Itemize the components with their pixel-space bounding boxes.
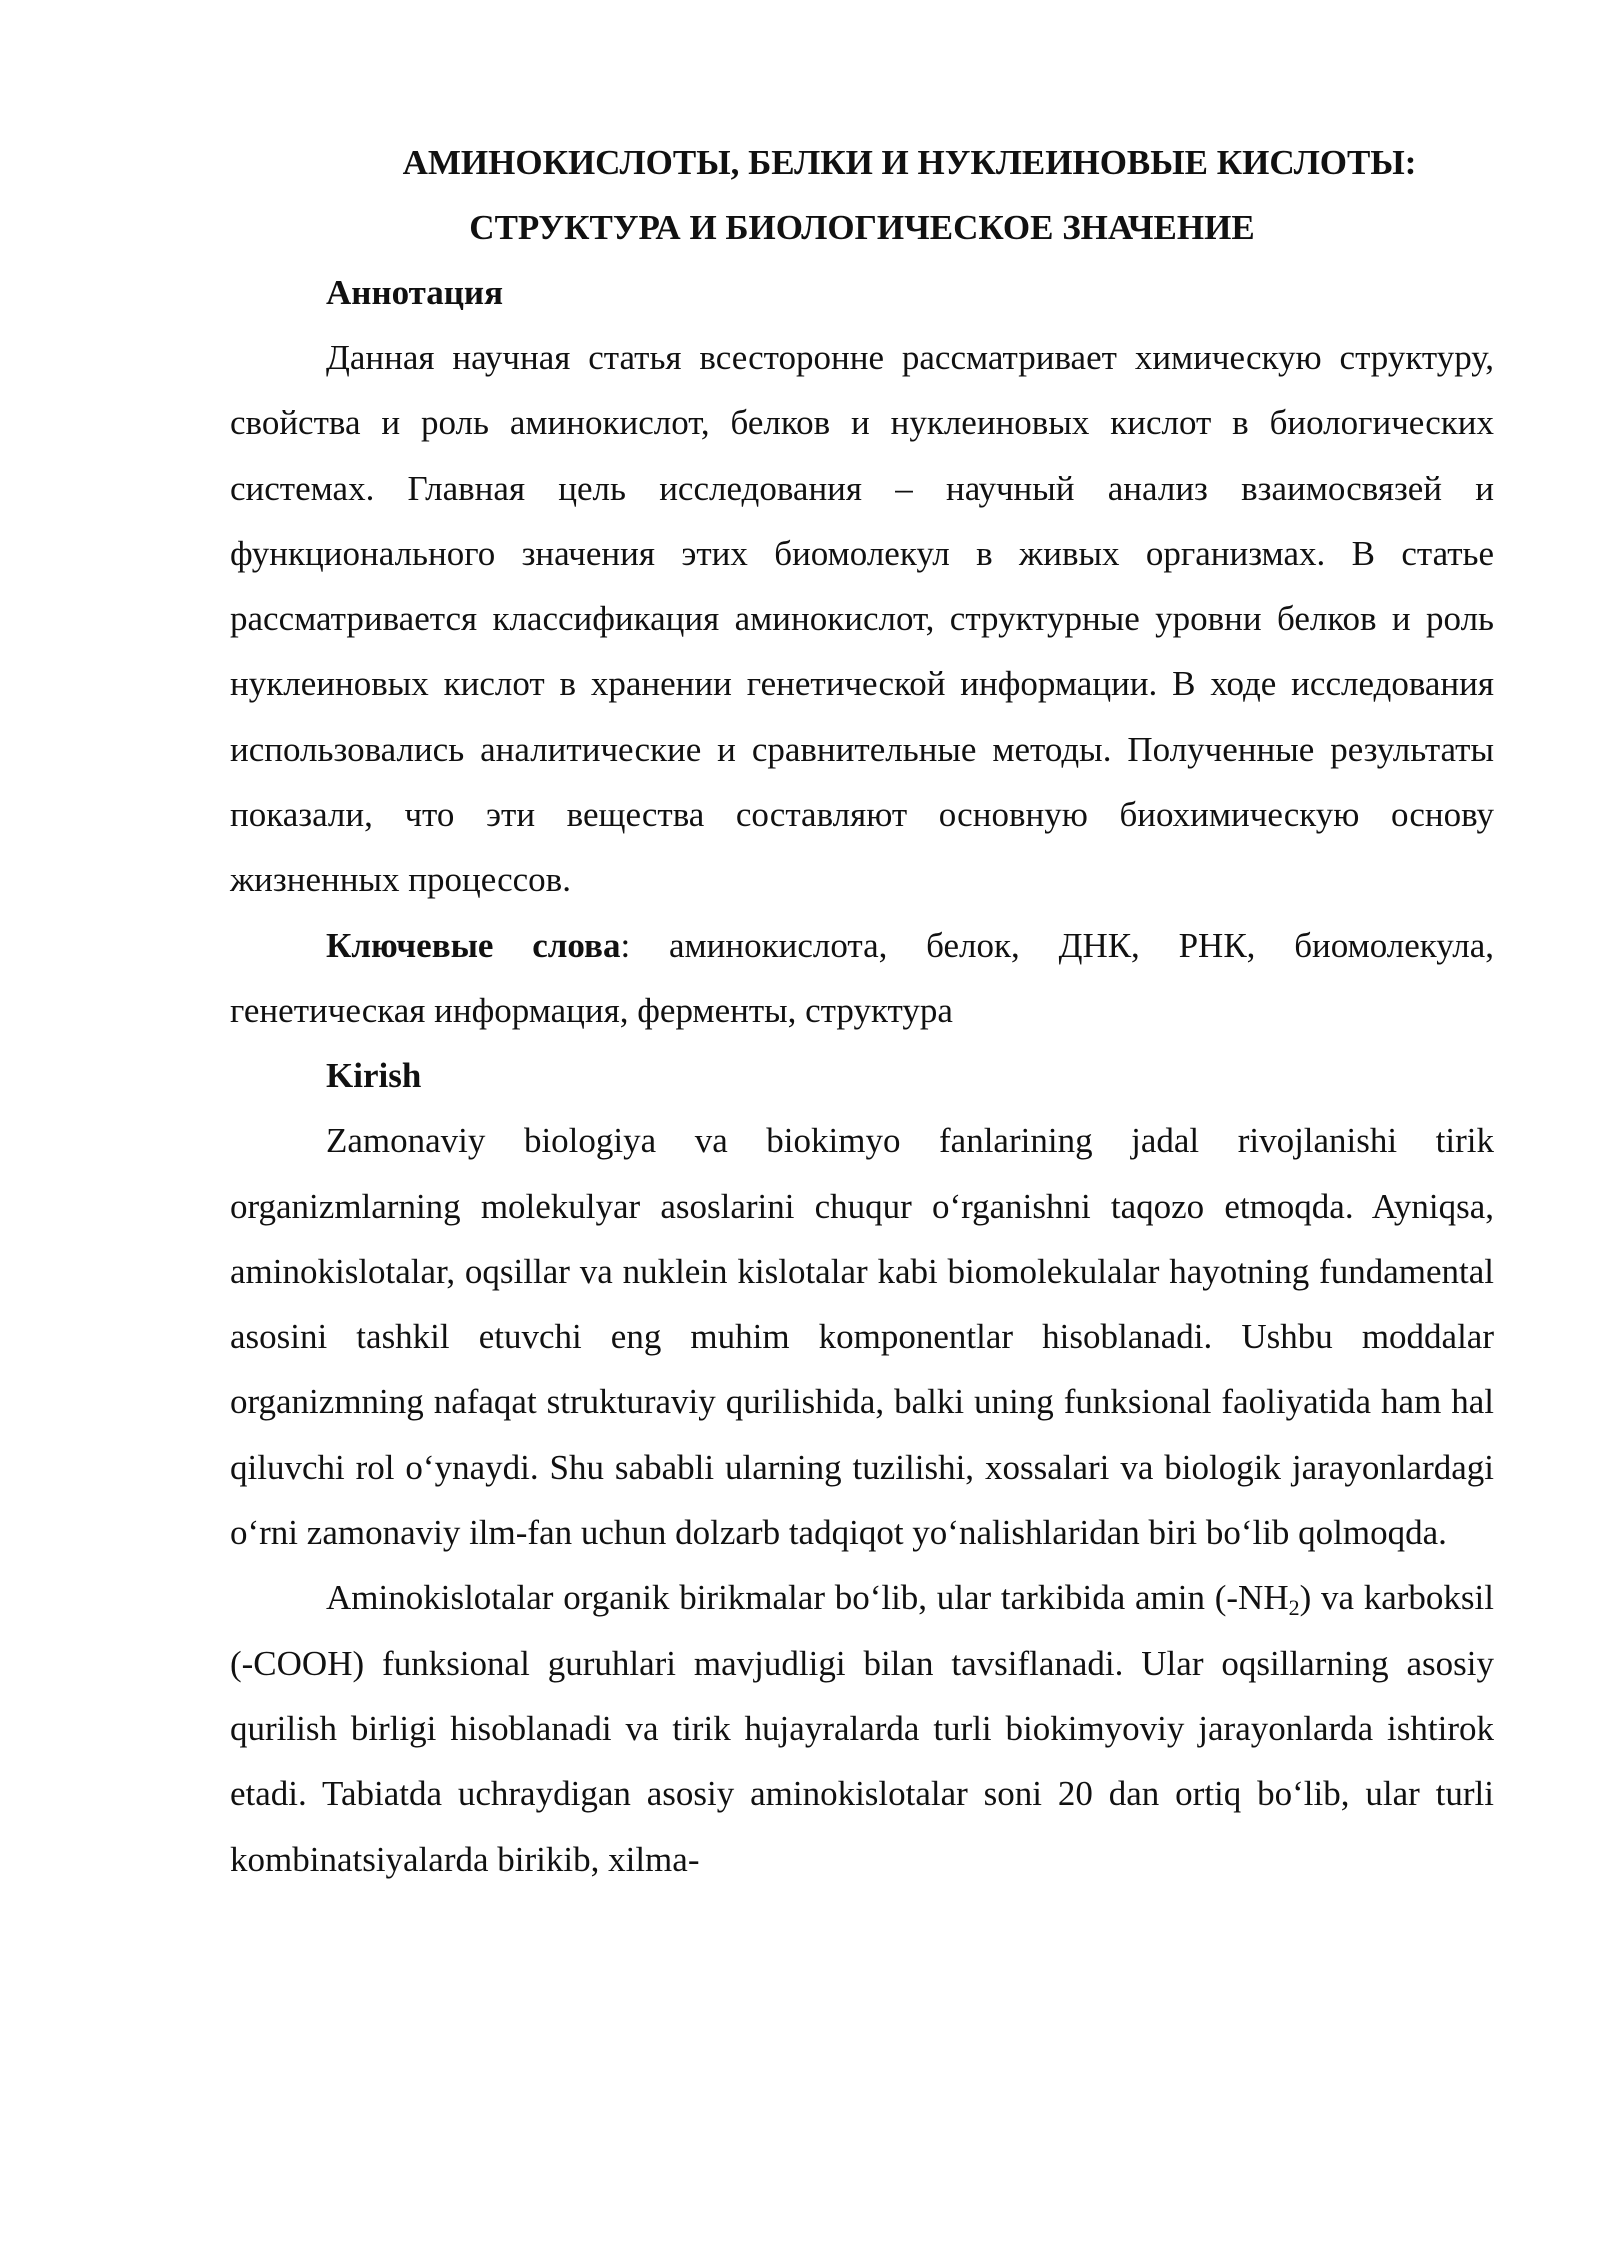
keywords-paragraph bbox=[230, 913, 1494, 1044]
intro-paragraph-2 bbox=[230, 1565, 1494, 1891]
nh2-subscript: 2 bbox=[1288, 1595, 1300, 1621]
intro-paragraph-2-part-1: Aminokislotalar organik birikmalar boʻlib, ular tarkibida amin (-NH bbox=[326, 1578, 1289, 1618]
keywords-separator: : bbox=[620, 925, 631, 965]
intro-heading: Kirish bbox=[326, 1056, 422, 1096]
keywords-label: Ключевые слова bbox=[326, 925, 621, 965]
intro-paragraph-1: Zamonaviy biologiya va biokimyo fanlarining jadal rivojlanishi tirik organizmlarning molekulyar asoslarini chuqur oʻrganishni taqozo etmoqda. Ayniqsa, aminokislotalar, oqsillar va nuklein kislotalar kabi biomolekulalar hayotning fundamental asosini tashkil etuvchi eng muhim komponentlar hisoblanadi. Ushbu moddalar organizmning nafaqat strukturaviy qurilishida, balki uning funksional faoliyatida ham hal qiluvchi rol oʻynaydi. Shu sababli ularning tuzilishi, xossalari va biologik jarayonlardagi oʻrni zamonaviy ilm-fan uchun dolzarb tadqiqot yoʻnalishlaridan biri boʻlib qolmoqda. bbox=[230, 1121, 1494, 1553]
title-line-1: АМИНОКИСЛОТЫ, БЕЛКИ И НУКЛЕИНОВЫЕ КИСЛОТЫ: bbox=[402, 143, 1417, 182]
keywords-text: аминокислота, белок, ДНК, РНК, биомолекула, генетическая информация, ферменты, структура bbox=[230, 925, 1494, 1030]
document-page bbox=[230, 130, 1494, 1892]
abstract-heading: Аннотация bbox=[326, 273, 504, 312]
intro-paragraph-2-part-2: ) va karboksil (-COOH) funksional guruhlari mavjudligi bilan tavsiflanadi. Ular oqsillarning asosiy qurilish birligi hisoblanadi va tirik hujayralarda turli biokimyoviy jarayonlarda ishtirok etadi. Tabiatda uchraydigan asosiy aminokislotalar soni 20 dan ortiq boʻlib, ular turli kombinatsiyalarda birikib, xilma- bbox=[230, 1578, 1494, 1879]
title-line-2: СТРУКТУРА И БИОЛОГИЧЕСКОЕ ЗНАЧЕНИЕ bbox=[469, 208, 1255, 247]
abstract-text: Данная научная статья всесторонне рассматривает химическую структуру, свойства и роль аминокислот, белков и нуклеиновых кислот в биологических системах. Главная цель исследования – научный анализ взаимосвязей и функционального значения этих биомолекул в живых организмах. В статье рассматривается классификация аминокислот, структурные уровни белков и роль нуклеиновых кислот в хранении генетической информации. В ходе исследования использовались аналитические и сравнительные методы. Полученные результаты показали, что эти вещества составляют основную биохимическую основу жизненных процессов. bbox=[230, 338, 1494, 900]
